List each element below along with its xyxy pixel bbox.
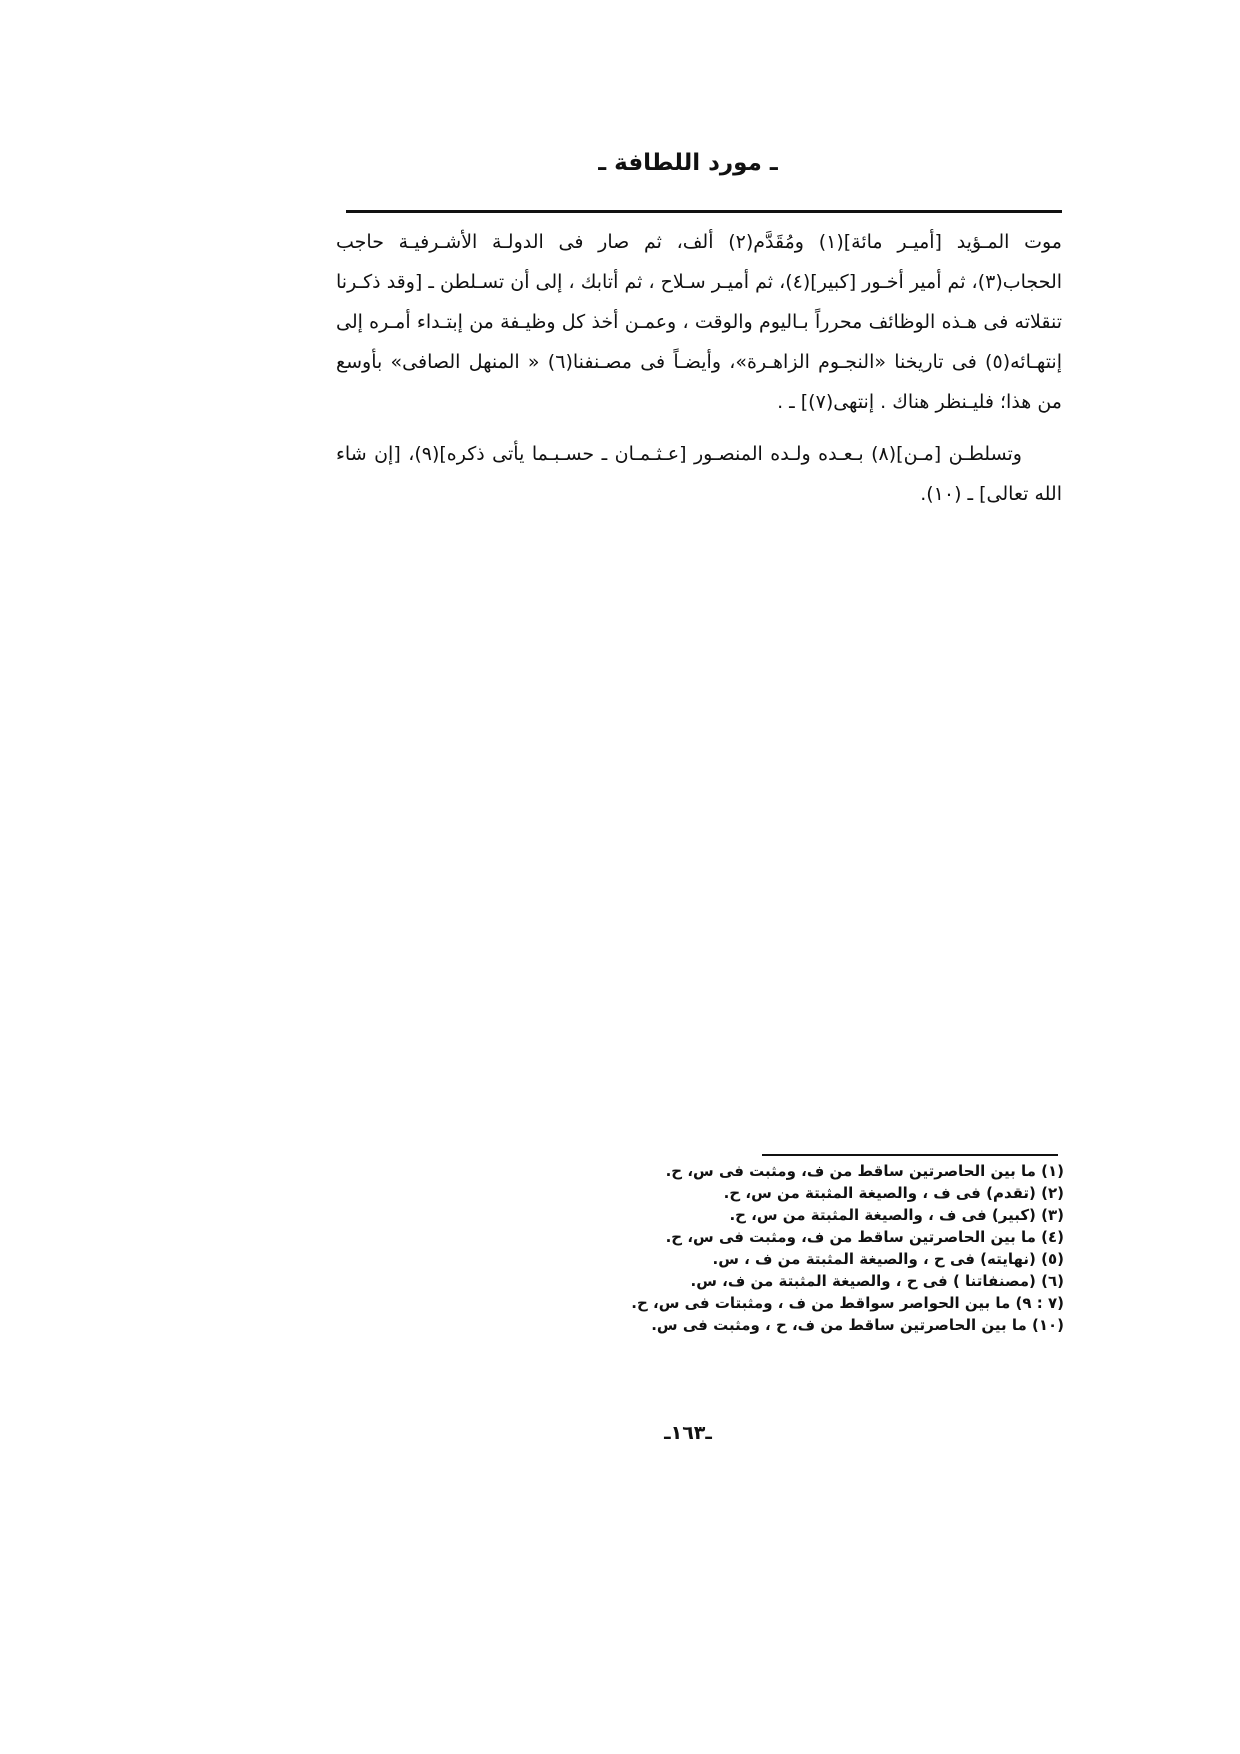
footnote-1: (١) ما بين الحاصرتين ساقط من ف، ومثبت فى س، ح. xyxy=(665,1162,1064,1180)
paragraph-1: موت المـؤيد [أميـر مائة](١) ومُقَدَّم(٢) ألف، ثم صار فى الدولـة الأشـرفيـة حاجب الحجاب(٣)، ثم أمير أخـور [كبير](٤)، ثم أميـر سـلاح ، ثم أتابك ، إلى أن تسـلطن ـ [وقد ذكـرنا تنقلاته فى هـذه الوظائف محرراً بـاليوم والوقت ، وعمـن أخذ كل وظيـفة من إبتـداء أمـره إلى إنتهـائه(٥) فى تاريخنا «النجـوم الزاهـرة»، وأيضـاً فى مصـنفنا(٦) « المنهل الصافى» بأوسع من هذا؛ فليـنظر هناك . إنتهى(٧)] ـ . xyxy=(336,231,1063,413)
footnote-6: (٦) (مصنفاتنا ) فى ح ، والصيغة المثبتة من ف، س. xyxy=(690,1272,1064,1290)
footnote-5: (٥) (نهايته) فى ح ، والصيغة المثبتة من ف ، س. xyxy=(712,1250,1064,1268)
footnote-3: (٣) (كبير) فى ف ، والصيغة المثبتة من س، ح. xyxy=(729,1206,1064,1224)
page-header-title: ـ مورد اللطافة ـ xyxy=(598,150,778,176)
footnote-divider xyxy=(762,1154,1058,1156)
header-divider xyxy=(346,210,1062,213)
footnote-4: (٤) ما بين الحاصرتين ساقط من ف، ومثبت فى س، ح. xyxy=(665,1228,1064,1246)
page-number: ـ١٦٣ـ xyxy=(664,1422,712,1444)
paragraph-2: وتسلطـن [مـن](٨) بـعـده ولـده المنصـور [عـثـمـان ـ حسـبـما يأتى ذكره](٩)، [إن شاء الله تعالى] ـ (١٠). xyxy=(336,443,1062,505)
footnote-2: (٢) (تقدم) فى ف ، والصيغة المثبتة من س، ح. xyxy=(723,1184,1064,1202)
main-text xyxy=(336,222,1062,514)
footnotes-list xyxy=(556,1160,1064,1336)
footnote-7-9: (٧ : ٩) ما بين الحواصر سواقط من ف ، ومثبتات فى س، ح. xyxy=(631,1294,1064,1312)
footnote-10: (١٠) ما بين الحاصرتين ساقط من ف، ح ، ومثبت فى س. xyxy=(651,1316,1064,1334)
